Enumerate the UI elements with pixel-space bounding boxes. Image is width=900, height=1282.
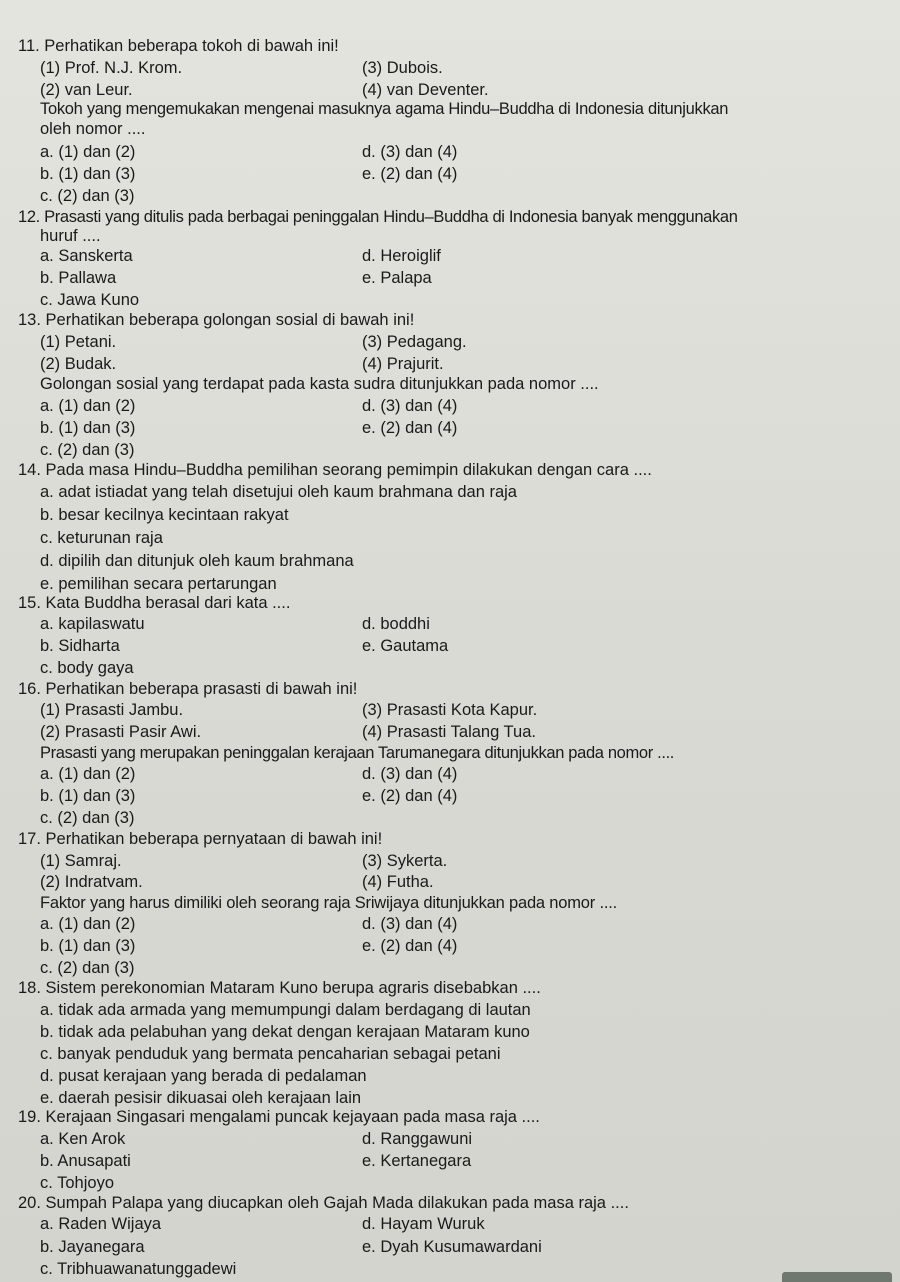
q18-option-a[interactable]: a. tidak ada armada yang memumpungi dalam berdagang di lautan [40, 1001, 531, 1019]
q16-option-d[interactable]: d. (3) dan (4) [362, 765, 458, 783]
q14-option-d[interactable]: d. dipilih dan ditunjuk oleh kaum brahmana [40, 552, 354, 570]
q11-item-4: (4) van Deventer. [362, 81, 489, 99]
q15-option-d[interactable]: d. boddhi [362, 615, 430, 633]
question-20-stem: 20. Sumpah Palapa yang diucapkan oleh Gajah Mada dilakukan pada masa raja .... [18, 1194, 629, 1212]
q16-prompt: Prasasti yang merupakan peninggalan kerajaan Tarumanegara ditunjukkan pada nomor .... [40, 744, 675, 762]
q13-item-3: (3) Pedagang. [362, 333, 467, 351]
q12-option-e[interactable]: e. Palapa [362, 269, 432, 287]
question-16-stem: 16. Perhatikan beberapa prasasti di bawah ini! [18, 680, 358, 698]
q17-option-c[interactable]: c. (2) dan (3) [40, 959, 135, 977]
q17-option-d[interactable]: d. (3) dan (4) [362, 915, 458, 933]
q11-option-c[interactable]: c. (2) dan (3) [40, 187, 135, 205]
q17-item-1: (1) Samraj. [40, 852, 122, 870]
q17-item-4: (4) Futha. [362, 873, 434, 891]
q12-option-d[interactable]: d. Heroiglif [362, 247, 441, 265]
q17-item-2: (2) Indratvam. [40, 873, 143, 891]
q16-item-3: (3) Prasasti Kota Kapur. [362, 701, 538, 719]
q18-option-d[interactable]: d. pusat kerajaan yang berada di pedalaman [40, 1067, 367, 1085]
q14-option-e[interactable]: e. pemilihan secara pertarungan [40, 575, 277, 593]
question-15-stem: 15. Kata Buddha berasal dari kata .... [18, 594, 291, 612]
q11-option-d[interactable]: d. (3) dan (4) [362, 143, 458, 161]
q13-option-e[interactable]: e. (2) dan (4) [362, 419, 458, 437]
q16-option-a[interactable]: a. (1) dan (2) [40, 765, 136, 783]
q11-item-1: (1) Prof. N.J. Krom. [40, 59, 183, 77]
q16-option-e[interactable]: e. (2) dan (4) [362, 787, 458, 805]
question-17-stem: 17. Perhatikan beberapa pernyataan di bawah ini! [18, 830, 383, 848]
q13-option-a[interactable]: a. (1) dan (2) [40, 397, 136, 415]
q19-option-e[interactable]: e. Kertanegara [362, 1152, 472, 1170]
q19-option-a[interactable]: a. Ken Arok [40, 1130, 126, 1148]
q14-option-b[interactable]: b. besar kecilnya kecintaan rakyat [40, 506, 289, 524]
q20-option-e[interactable]: e. Dyah Kusumawardani [362, 1238, 542, 1256]
q20-option-a[interactable]: a. Raden Wijaya [40, 1215, 162, 1233]
question-14-stem: 14. Pada masa Hindu–Buddha pemilihan seorang pemimpin dilakukan dengan cara .... [18, 461, 652, 479]
q13-prompt: Golongan sosial yang terdapat pada kasta sudra ditunjukkan pada nomor .... [40, 375, 599, 393]
q17-prompt: Faktor yang harus dimiliki oleh seorang raja Sriwijaya ditunjukkan pada nomor .... [40, 894, 617, 912]
question-11-stem: 11. Perhatikan beberapa tokoh di bawah ini! [18, 37, 339, 55]
q14-option-c[interactable]: c. keturunan raja [40, 529, 163, 547]
q12-stem-2: huruf .... [40, 227, 101, 245]
q18-option-c[interactable]: c. banyak penduduk yang bermata pencaharian sebagai petani [40, 1045, 501, 1063]
q19-option-b[interactable]: b. Anusapati [40, 1152, 131, 1170]
q20-option-c[interactable]: c. Tribhuawanatunggadewi [40, 1260, 237, 1278]
q16-option-c[interactable]: c. (2) dan (3) [40, 809, 135, 827]
q16-item-2: (2) Prasasti Pasir Awi. [40, 723, 202, 741]
question-18-stem: 18. Sistem perekonomian Mataram Kuno berupa agraris disebabkan .... [18, 979, 541, 997]
q17-option-b[interactable]: b. (1) dan (3) [40, 937, 136, 955]
q12-option-a[interactable]: a. Sanskerta [40, 247, 133, 265]
q17-option-a[interactable]: a. (1) dan (2) [40, 915, 136, 933]
q13-option-c[interactable]: c. (2) dan (3) [40, 441, 135, 459]
page-edge-tab [782, 1272, 892, 1282]
question-13-stem: 13. Perhatikan beberapa golongan sosial di bawah ini! [18, 311, 415, 329]
q11-item-2: (2) van Leur. [40, 81, 133, 99]
question-19-stem: 19. Kerajaan Singasari mengalami puncak kejayaan pada masa raja .... [18, 1108, 540, 1126]
q13-option-d[interactable]: d. (3) dan (4) [362, 397, 458, 415]
q11-prompt-1: Tokoh yang mengemukakan mengenai masuknya agama Hindu–Buddha di Indonesia ditunjukkan [40, 100, 729, 118]
q16-item-1: (1) Prasasti Jambu. [40, 701, 184, 719]
q15-option-c[interactable]: c. body gaya [40, 659, 134, 677]
q11-option-b[interactable]: b. (1) dan (3) [40, 165, 136, 183]
q20-option-b[interactable]: b. Jayanegara [40, 1238, 145, 1256]
q15-option-b[interactable]: b. Sidharta [40, 637, 120, 655]
q11-prompt-2: oleh nomor .... [40, 120, 146, 138]
q11-option-a[interactable]: a. (1) dan (2) [40, 143, 136, 161]
q18-option-e[interactable]: e. daerah pesisir dikuasai oleh kerajaan lain [40, 1089, 362, 1107]
q12-option-b[interactable]: b. Pallawa [40, 269, 117, 287]
q12-option-c[interactable]: c. Jawa Kuno [40, 291, 140, 309]
q17-option-e[interactable]: e. (2) dan (4) [362, 937, 458, 955]
q20-option-d[interactable]: d. Hayam Wuruk [362, 1215, 485, 1233]
q16-item-4: (4) Prasasti Talang Tua. [362, 723, 536, 741]
q13-option-b[interactable]: b. (1) dan (3) [40, 419, 136, 437]
q15-option-a[interactable]: a. kapilaswatu [40, 615, 145, 633]
q14-option-a[interactable]: a. adat istiadat yang telah disetujui oleh kaum brahmana dan raja [40, 483, 517, 501]
q19-option-d[interactable]: d. Ranggawuni [362, 1130, 473, 1148]
q13-item-1: (1) Petani. [40, 333, 117, 351]
q19-option-c[interactable]: c. Tohjoyo [40, 1174, 114, 1192]
q13-item-2: (2) Budak. [40, 355, 117, 373]
q17-item-3: (3) Sykerta. [362, 852, 448, 870]
question-12-stem: 12. Prasasti yang ditulis pada berbagai peninggalan Hindu–Buddha di Indonesia banyak menggunakan [18, 208, 738, 226]
q13-item-4: (4) Prajurit. [362, 355, 444, 373]
q11-option-e[interactable]: e. (2) dan (4) [362, 165, 458, 183]
q11-item-3: (3) Dubois. [362, 59, 443, 77]
q15-option-e[interactable]: e. Gautama [362, 637, 449, 655]
q18-option-b[interactable]: b. tidak ada pelabuhan yang dekat dengan kerajaan Mataram kuno [40, 1023, 530, 1041]
q16-option-b[interactable]: b. (1) dan (3) [40, 787, 136, 805]
